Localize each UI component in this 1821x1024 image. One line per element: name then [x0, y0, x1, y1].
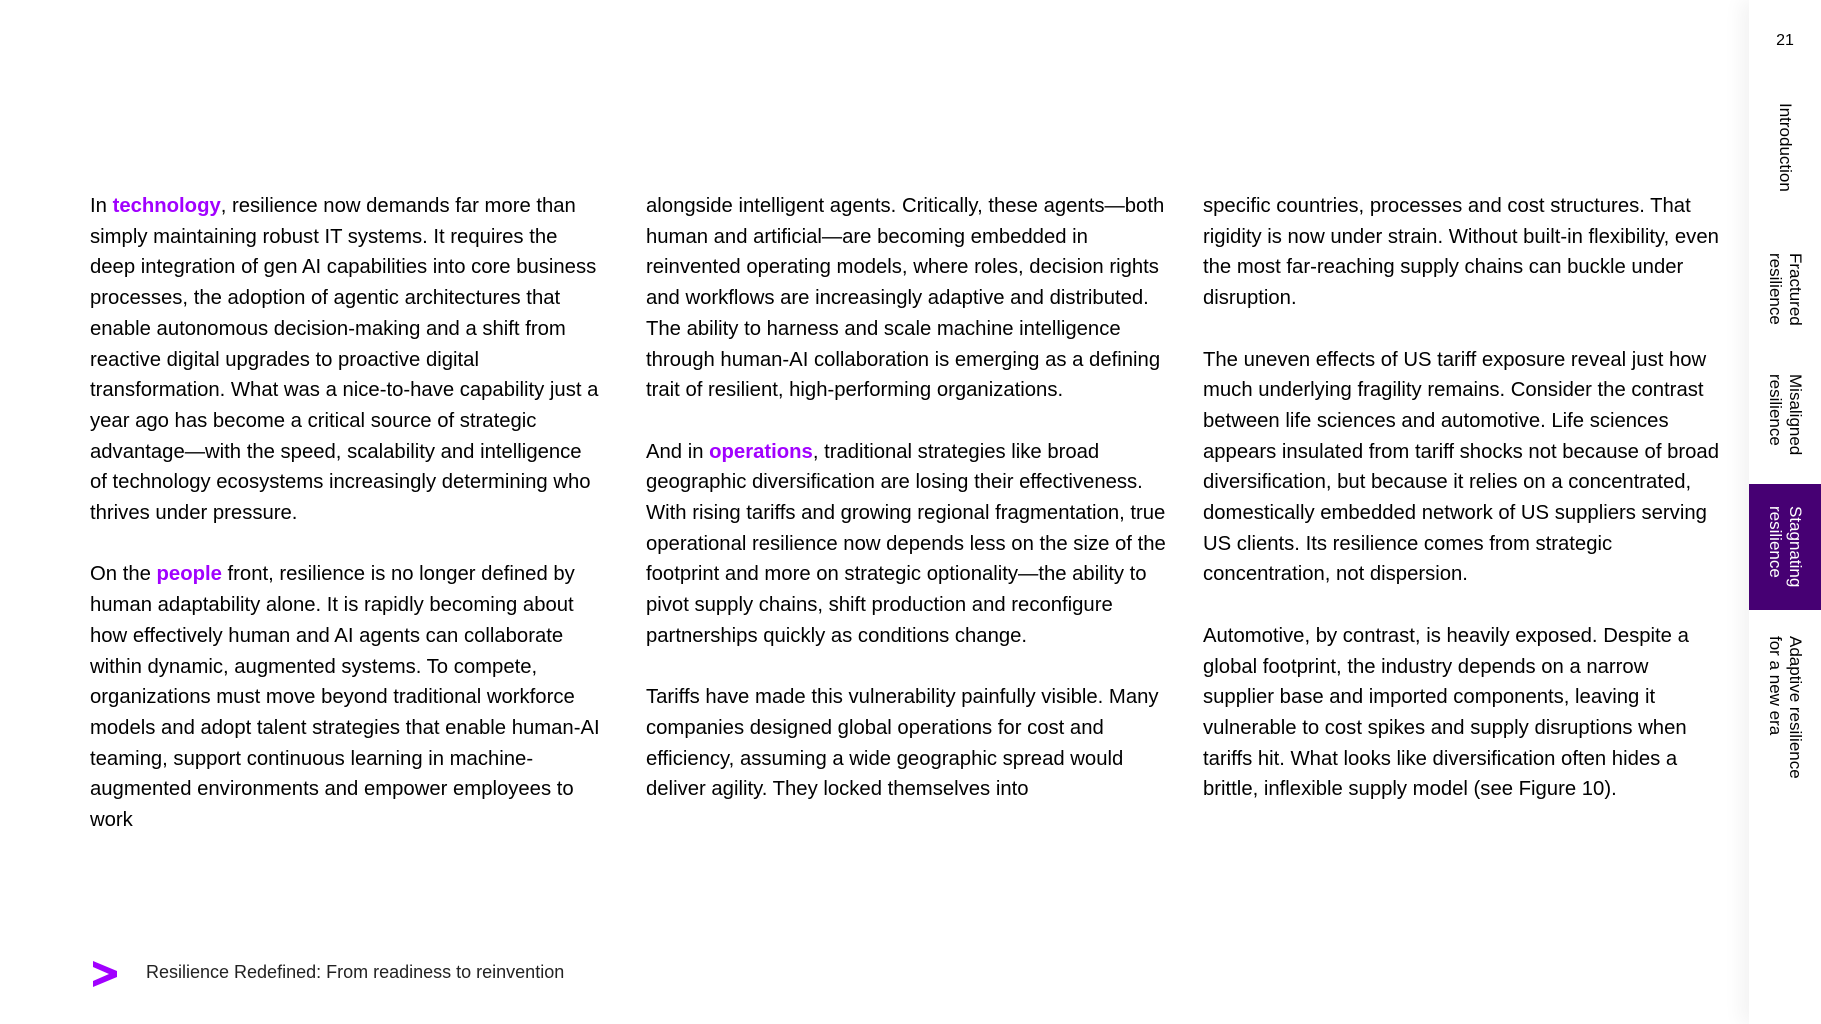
nav-item-label: Introduction [1776, 102, 1795, 192]
nav-item-label: Misaligned resilience [1766, 374, 1805, 456]
body-column-1 [90, 191, 600, 836]
paragraph-rigidity: specific countries, processes and cost structures. That rigidity is now under strain. Without built-in flexibility, even the most far-reaching supply chains can buckle under disruption. [1203, 195, 1719, 310]
nav-item-label: Stagnating resilience [1766, 506, 1805, 588]
paragraph-operations: And in operations, traditional strategies like broad geographic diversification are losing their effectiveness. With rising tariffs and growing regional fragmentation, true operational resilience now depends less on the size of the footprint and more on strategic optionality—the ability to pivot supply chains, shift production and reconfigure partnerships quickly as conditions change. [646, 440, 1166, 647]
nav-item-stagnating-resilience[interactable] [1749, 484, 1821, 610]
nav-item-fractured-resilience[interactable] [1749, 228, 1821, 350]
body-column-2 [646, 191, 1166, 805]
paragraph-tariff-exposure: The uneven effects of US tariff exposure reveal just how much underlying fragility remains. Consider the contrast between life sciences and automotive. Life sciences appears insulated from tariff shocks not because of broad diversification, but because it relies on a concentrated, domestically embedded network of US suppliers serving US clients. Its resilience comes from strategic concentration, not dispersion. [1203, 348, 1719, 586]
nav-item-adaptive-resilience[interactable] [1749, 622, 1821, 792]
highlight-people: people [156, 563, 222, 586]
paragraph-people: On the people front, resilience is no longer defined by human adaptability alone. It is rapidly becoming about how effectively human and AI agents can collaborate within dynamic, augmented systems. To compete, organizations must move beyond traditional workforce models and adopt talent strategies that enable human-AI teaming, support continuous learning in machine-augmented environments and empower employees to work [90, 563, 600, 832]
nav-item-label: Fractured resilience [1766, 252, 1805, 326]
page-number: 21 [1776, 32, 1794, 49]
footer-title: Resilience Redefined: From readiness to reinvention [146, 962, 565, 982]
body-column-3 [1203, 191, 1723, 805]
nav-item-misaligned-resilience[interactable] [1749, 354, 1821, 476]
paragraph-technology: In technology, resilience now demands far more than simply maintaining robust IT systems. It requires the deep integration of gen AI capabilities into core business processes, the adoption of agentic architectures that enable autonomous decision-making and a shift from reactive digital upgrades to proactive digital transformation. What was a nice-to-have capability just a year ago has become a critical source of strategic advantage—with the speed, scalability and intelligence of technology ecosystems increasingly determining who thrives under pressure. [90, 195, 599, 525]
paragraph-tariffs: Tariffs have made this vulnerability painfully visible. Many companies designed global operations for cost and efficiency, assuming a wide geographic spread would deliver agility. They locked themselves into [646, 686, 1159, 801]
accenture-chevron-icon [92, 961, 118, 987]
nav-item-label: Adaptive resilience for a new era [1766, 635, 1805, 779]
highlight-technology: technology [112, 195, 221, 217]
highlight-operations: operations [709, 440, 813, 463]
paragraph-automotive: Automotive, by contrast, is heavily exposed. Despite a global footprint, the industry depends on a narrow supplier base and imported components, leaving it vulnerable to cost spikes and supply disruptions when tariffs hit. What looks like diversification often hides a brittle, inflexible supply model (see Figure 10). [1203, 624, 1689, 801]
nav-item-introduction[interactable] [1749, 82, 1821, 212]
paragraph-agents: alongside intelligent agents. Critically, these agents—both human and artificial—are becoming embedded in reinvented operating models, where roles, decision rights and workflows are increasingly adaptive and distributed. The ability to harness and scale machine intelligence through human-AI collaboration is emerging as a defining trait of resilient, high-performing organizations. [646, 195, 1165, 402]
section-nav-sidebar [1749, 0, 1821, 1024]
